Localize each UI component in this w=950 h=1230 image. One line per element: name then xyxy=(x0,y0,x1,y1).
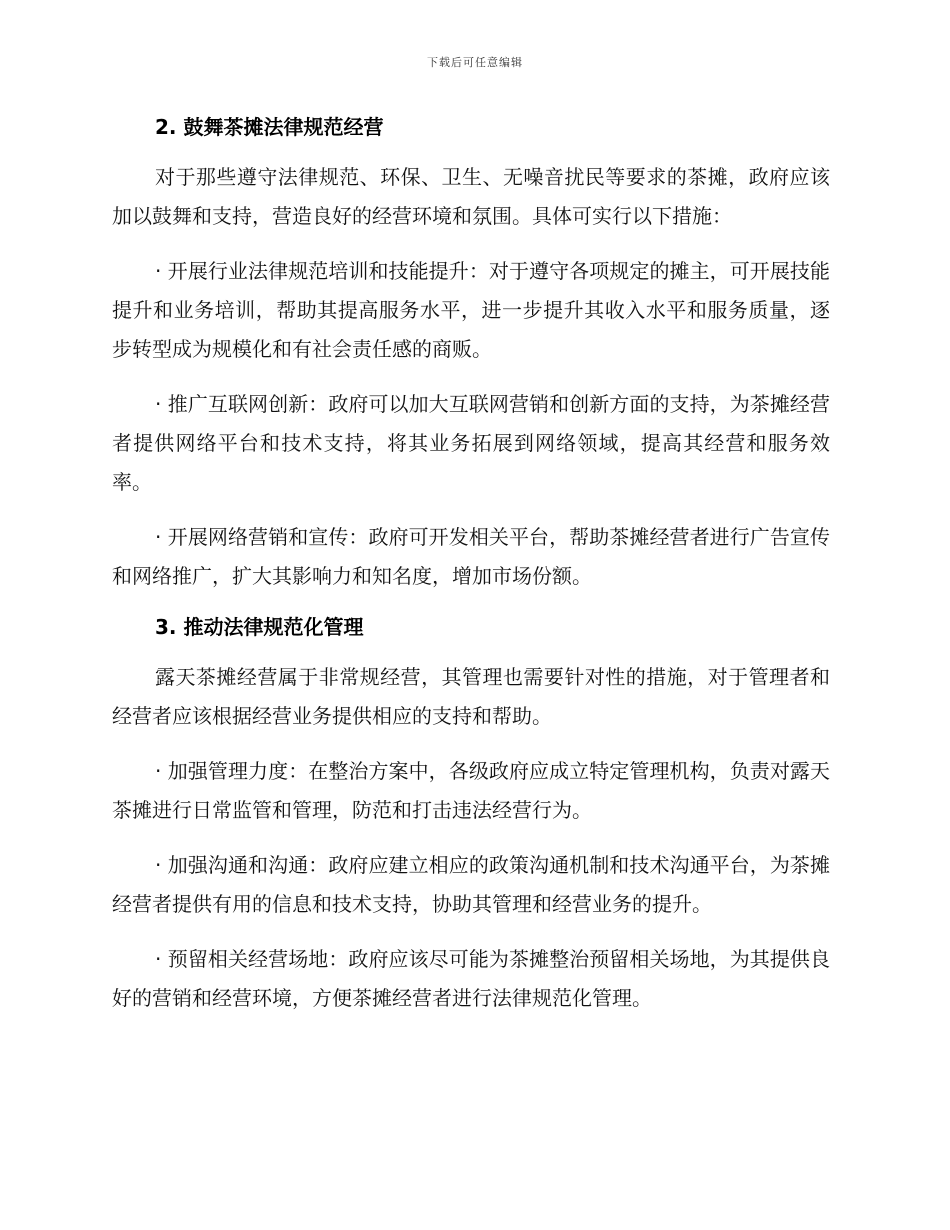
list-item-internet-innovation: · 推广互联网创新：政府可以加大互联网营销和创新方面的支持，为茶摊经营者提供网络平台和技术支持，将其业务拓展到网络领域，提高其经营和服务效率。 xyxy=(112,392,830,494)
header-note: 下载后可任意编辑 xyxy=(427,56,523,69)
section-heading-2: 2. 鼓舞茶摊法律规范经营 xyxy=(155,115,384,139)
document-body xyxy=(112,112,830,1034)
list-item-communication: · 加强沟通和沟通：政府应建立相应的政策沟通机制和技术沟通平台，为茶摊经营者提供有用的信息和技术支持，协助其管理和经营业务的提升。 xyxy=(112,853,830,916)
list-item-training: · 开展行业法律规范培训和技能提升：对于遵守各项规定的摊主，可开展技能提升和业务培训，帮助其提高服务水平，进一步提升其收入水平和服务质量，逐步转型成为规模化和有社会责任感的商贩。 xyxy=(112,259,830,361)
section-intro-2: 对于那些遵守法律规范、环保、卫生、无噪音扰民等要求的茶摊，政府应该加以鼓舞和支持，营造良好的经营环境和氛围。具体可实行以下措施： xyxy=(112,165,830,228)
section-intro-3: 露天茶摊经营属于非常规经营，其管理也需要针对性的措施，对于管理者和经营者应该根据经营业务提供相应的支持和帮助。 xyxy=(112,665,830,728)
list-item-online-marketing: · 开展网络营销和宣传：政府可开发相关平台，帮助茶摊经营者进行广告宣传和网络推广，扩大其影响力和知名度，增加市场份额。 xyxy=(112,525,830,588)
list-item-venue: · 预留相关经营场地：政府应该尽可能为茶摊整治预留相关场地，为其提供良好的营销和经营环境，方便茶摊经营者进行法律规范化管理。 xyxy=(112,947,830,1010)
section-heading-3: 3. 推动法律规范化管理 xyxy=(155,615,364,639)
list-item-management: · 加强管理力度：在整治方案中，各级政府应成立特定管理机构，负责对露天茶摊进行日常监管和管理，防范和打击违法经营行为。 xyxy=(112,759,830,822)
